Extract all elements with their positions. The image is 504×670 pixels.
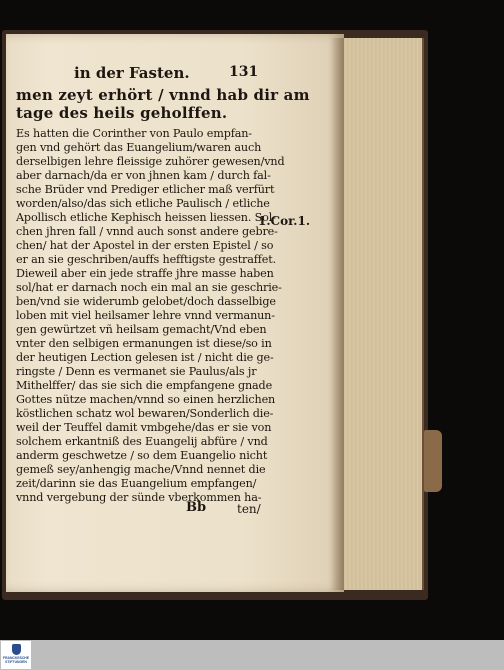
text-line: gen gewürtzet vñ heilsam gemacht/Vnd eben (16, 323, 267, 336)
catchword: ten/ (237, 502, 261, 516)
margin-note: 1.Cor.1. (258, 214, 311, 228)
title-line: men zeyt erhört / vnnd hab dir am (16, 86, 310, 104)
text-line: vnnd vergebung der sünde vberkommen ha- (16, 491, 262, 504)
text-line: ben/vnd sie widerumb gelobet/doch dasselbige (16, 295, 276, 308)
text-line: chen jhren fall / vnnd auch sonst andere gebre- (16, 225, 278, 238)
logo-line: STIFTUNGEN (5, 660, 27, 664)
text-line: ringste / Denn es vermanet sie Paulus/als jr (16, 365, 257, 378)
text-line: sol/hat er darnach noch ein mal an sie geschrie- (16, 281, 282, 294)
text-line: Es hatten die Corinther von Paulo empfan- (16, 127, 252, 140)
text-line: solchem erkantniß des Euangelij abfüre / vnd (16, 435, 268, 448)
text-line: aber darnach/da er von jhnen kam / durch fal- (16, 169, 271, 182)
spine-shadow (330, 38, 344, 590)
text-line: worden/also/das sich etliche Paulisch / etliche (16, 197, 270, 210)
text-line: Mithelffer/ das sie sich die empfangene gnade (16, 379, 273, 392)
text-line: Apollisch etliche Kephisch heissen liessen. Sol- (16, 211, 276, 224)
text-line: loben mit viel heilsamer lehre vnnd vermanun- (16, 309, 275, 322)
signature-mark: Bb (186, 500, 207, 515)
logo-text (1, 656, 31, 664)
text-line: gen vnd gehört das Euangelium/waren auch (16, 141, 262, 154)
text-line: köstlichen schatz wol bewaren/Sonderlich die- (16, 407, 274, 420)
page-number: 131 (229, 64, 259, 80)
page-tab-marker (424, 430, 442, 492)
text-line: weil der Teuffel damit vmbgehe/das er sie von (16, 421, 272, 434)
text-line: Gottes nütze machen/vnnd so einen herzlichen (16, 393, 276, 406)
text-line: gemeß sey/anhengig mache/Vnnd nennet die (16, 463, 266, 476)
running-head: in der Fasten. (74, 64, 190, 82)
text-line: anderm geschwetze / so dem Euangelio nicht (16, 449, 268, 462)
institution-logo[interactable] (1, 641, 31, 669)
footer-bar (0, 640, 504, 670)
text-line: chen/ hat der Apostel in der ersten Epistel / so (16, 239, 274, 252)
text-line: zeit/darinn sie das Euangelium empfangen/ (16, 477, 257, 490)
title-line: tage des heils geholffen. (16, 104, 228, 122)
text-line: Dieweil aber ein jede straffe jhre masse haben (16, 267, 274, 280)
logo-line: FRANCKESCHE (3, 656, 29, 660)
text-line: er an sie geschriben/auffs hefftigste gestraffet. (16, 253, 276, 266)
text-line: der heutigen Lection gelesen ist / nicht die ge- (16, 351, 274, 364)
text-line: vnter den selbigen ermanungen ist diese/so in (16, 337, 272, 350)
page-edges (340, 38, 424, 590)
logo-emblem-icon (12, 644, 21, 655)
text-line: sche Brüder vnd Prediger etlicher maß verfürt (16, 183, 275, 196)
text-line: derselbigen lehre fleissige zuhörer gewesen/vnd (16, 155, 285, 168)
